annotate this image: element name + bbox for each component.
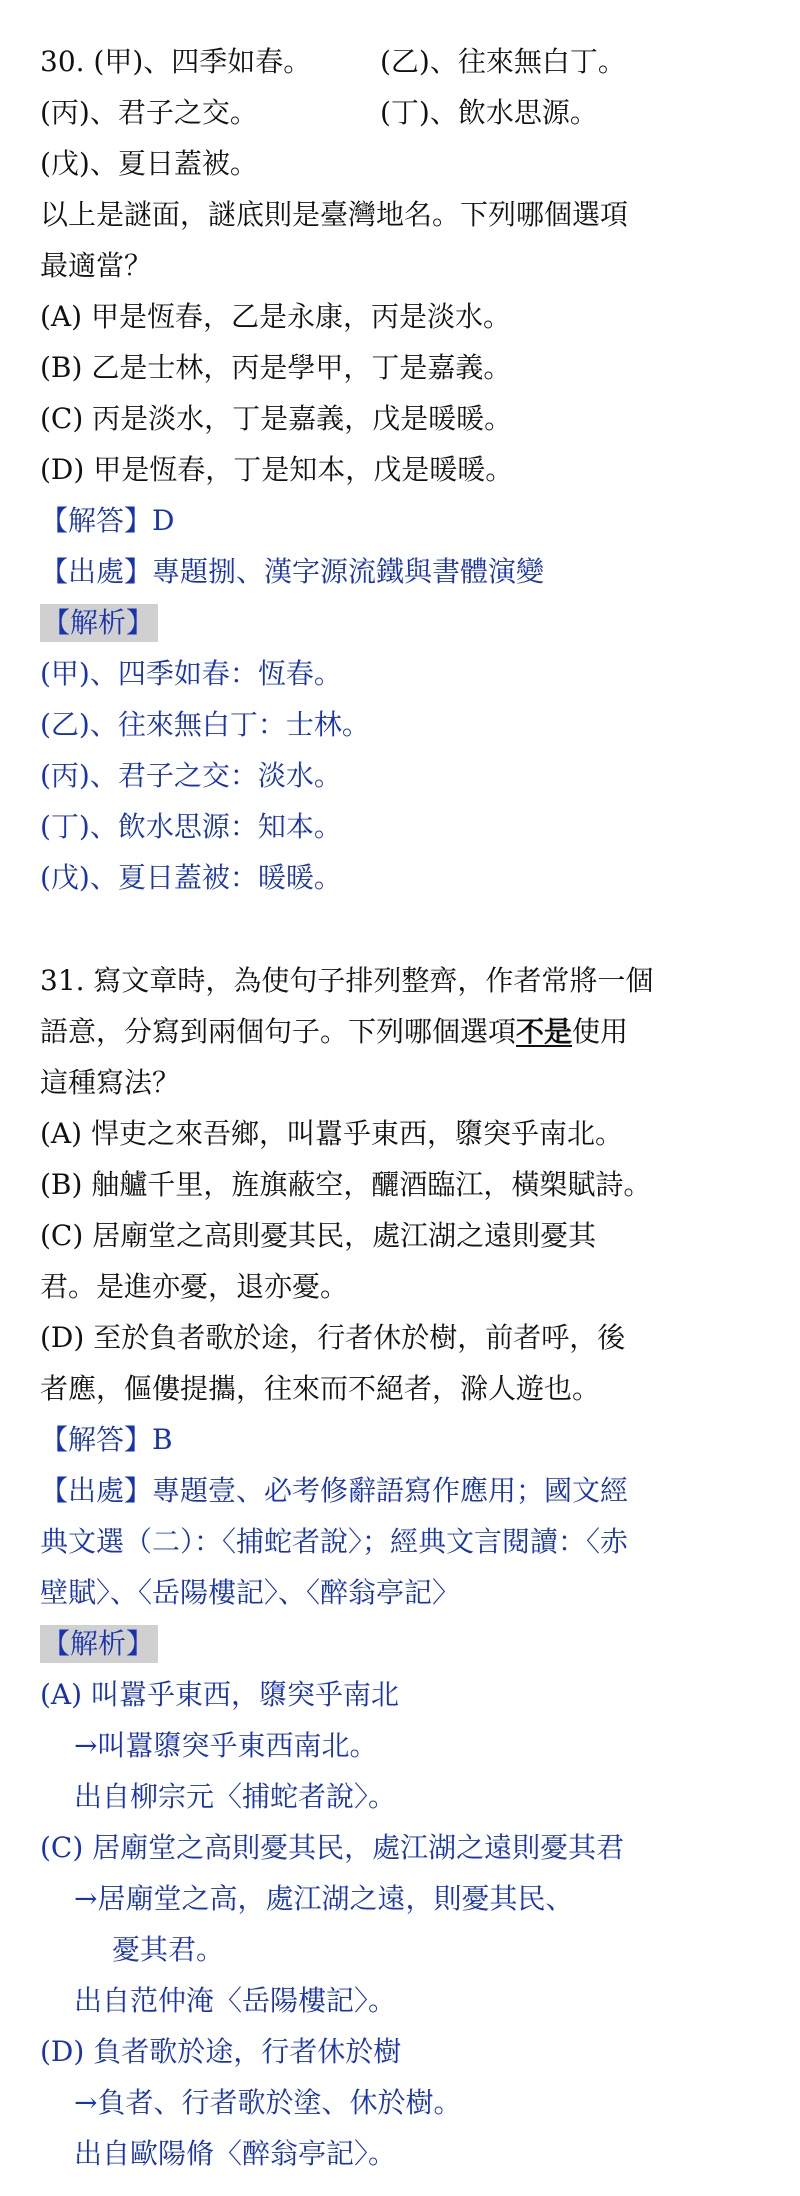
q30-clue-wu: (戊)、夏日蓋被。 — [40, 147, 258, 180]
q31-option-c-1: (C) 居廟堂之高則憂其民，處江湖之遠則憂其 — [40, 1219, 597, 1252]
q31-analysis-a-3: 出自柳宗元〈捕蛇者說〉。 — [74, 1780, 397, 1813]
q31-source-2: 典文選（二）：〈捕蛇者說〉；經典文言閱讀：〈赤 — [40, 1525, 629, 1558]
q31-option-a: (A) 悍吏之來吾鄉，叫囂乎東西，隳突乎南北。 — [40, 1117, 623, 1150]
q31-option-d-2: 者應，傴僂提攜，往來而不絕者，滁人遊也。 — [40, 1372, 601, 1405]
q31-analysis-c-3: 憂其君。 — [112, 1933, 225, 1966]
q30-analysis-jia: (甲)、四季如春：恆春。 — [40, 657, 342, 690]
q31-analysis-c-4: 出自范仲淹〈岳陽樓記〉。 — [74, 1984, 397, 2017]
q31-stem-2a: 語意，分寫到兩個句子。下列哪個選項 — [40, 1015, 517, 1048]
question-spacer — [40, 903, 770, 955]
q30-analysis-heading — [40, 597, 770, 648]
q31-source-1: 【出處】專題壹、必考修辭語寫作應用；國文經 — [40, 1474, 629, 1507]
q30-analysis-ding: (丁)、飲水思源：知本。 — [40, 810, 342, 843]
q30-stem-1: 以上是謎面，謎底則是臺灣地名。下列哪個選項 — [40, 198, 629, 231]
q30-line-1 — [40, 36, 770, 87]
q30-option-a: (A) 甲是恆春，乙是永康，丙是淡水。 — [40, 300, 511, 333]
q30-line-2 — [40, 87, 770, 138]
q31-answer: 【解答】B — [40, 1423, 173, 1456]
q31-stem-2 — [40, 1006, 770, 1057]
q30-clue-ding: (丁)、飲水思源。 — [380, 96, 598, 129]
q31-option-b: (B) 舳艫千里，旌旗蔽空，釃酒臨江，橫槊賦詩。 — [40, 1168, 652, 1201]
q31-analysis-a-2: →叫囂隳突乎東西南北。 — [74, 1729, 378, 1762]
q31-analysis-heading — [40, 1618, 770, 1669]
q31-stem-1: 31. 寫文章時，為使句子排列整齊，作者常將一個 — [40, 964, 654, 997]
exam-page — [40, 36, 770, 2179]
analysis-label: 【解析】 — [40, 604, 158, 642]
q31-analysis-c-1: (C) 居廟堂之高則憂其民，處江湖之遠則憂其君 — [40, 1831, 625, 1864]
q30-clue-bing: (丙)、君子之交。 — [40, 96, 258, 129]
q31-analysis-a-1: (A) 叫囂乎東西，隳突乎南北 — [40, 1678, 399, 1711]
q31-analysis-d-3: 出自歐陽脩〈醉翁亭記〉。 — [74, 2137, 397, 2170]
q30-analysis-wu: (戊)、夏日蓋被：暖暖。 — [40, 861, 342, 894]
q31-emphasis-not: 不是 — [516, 1015, 573, 1048]
q30-analysis-bing: (丙)、君子之交：淡水。 — [40, 759, 342, 792]
q31-option-d-1: (D) 至於負者歌於途，行者休於樹，前者呼，後 — [40, 1321, 626, 1354]
q30-option-d: (D) 甲是恆春，丁是知本，戊是暖暖。 — [40, 453, 514, 486]
q30-option-c: (C) 丙是淡水，丁是嘉義，戊是暖暖。 — [40, 402, 513, 435]
q31-stem-2c: 使用 — [572, 1015, 629, 1048]
q30-answer: 【解答】D — [40, 504, 175, 537]
q31-option-c-2: 君。是進亦憂，退亦憂。 — [40, 1270, 349, 1303]
q31-source-3: 壁賦〉、〈岳陽樓記〉、〈醉翁亭記〉 — [40, 1576, 461, 1609]
q30-stem-2: 最適當？ — [40, 249, 153, 282]
q30-clue-yi: (乙)、往來無白丁。 — [380, 45, 626, 78]
q31-analysis-c-2: →居廟堂之高，處江湖之遠，則憂其民、 — [74, 1882, 574, 1915]
q31-analysis-d-2: →負者、行者歌於塗、休於樹。 — [74, 2086, 462, 2119]
analysis-label: 【解析】 — [40, 1625, 158, 1663]
q30-clue-jia: 30. (甲)、四季如春。 — [40, 45, 312, 78]
q31-analysis-d-1: (D) 負者歌於途，行者休於樹 — [40, 2035, 402, 2068]
q31-stem-3: 這種寫法？ — [40, 1066, 181, 1099]
q30-source: 【出處】專題捌、漢字源流鐵與書體演變 — [40, 555, 545, 588]
q30-analysis-yi: (乙)、往來無白丁：士林。 — [40, 708, 370, 741]
q30-option-b: (B) 乙是士林，丙是學甲，丁是嘉義。 — [40, 351, 512, 384]
